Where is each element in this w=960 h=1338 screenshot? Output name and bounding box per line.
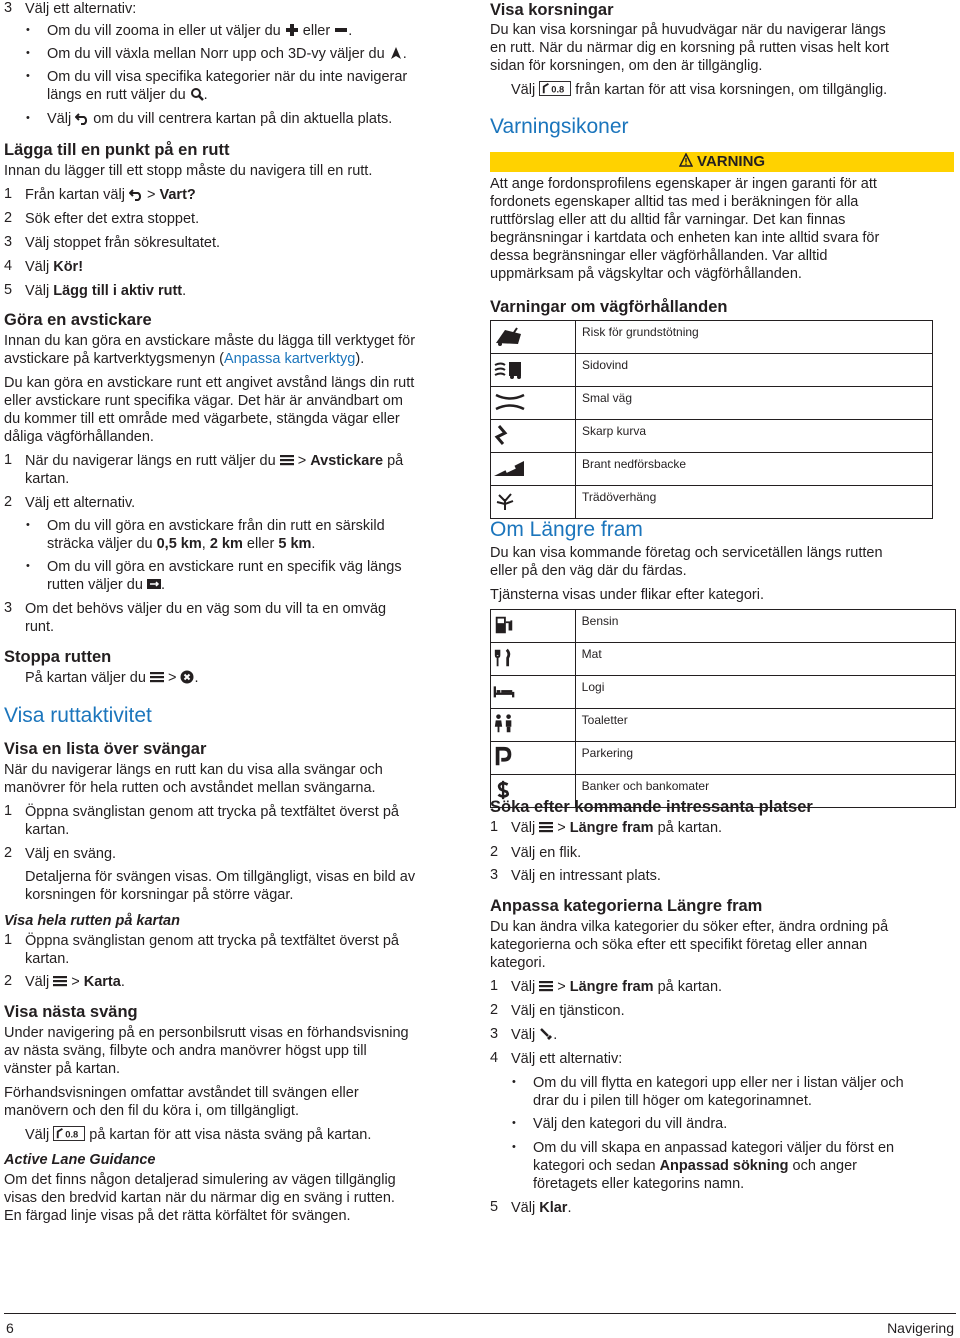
step-number: 1 (4, 186, 13, 202)
step-number: 3 (4, 0, 13, 16)
menu-icon (150, 670, 164, 684)
paragraph: vänster på kartan. (4, 1061, 121, 1077)
category-label: Parkering (575, 742, 955, 775)
paragraph: Välj 0.8 på kartan för att visa nästa sväng på kartan. (25, 1127, 372, 1143)
step-text: Välj en sväng. (25, 846, 117, 862)
bullet-text: kategori och sedan Anpassad sökning och anger (533, 1158, 858, 1174)
detour-road-icon (147, 577, 161, 591)
customize-map-tools-link[interactable]: Anpassa kartverktyg (224, 351, 356, 367)
table-row (491, 643, 956, 676)
table-row (491, 742, 956, 775)
step-number: 3 (490, 1026, 499, 1042)
bullet: • (26, 112, 30, 124)
step-number: 5 (4, 282, 13, 298)
heading-up-ahead: Om Längre fram (490, 518, 643, 541)
table-row (491, 354, 933, 387)
paragraph: avstickare på kartverktygsmenyn (Anpassa kartverktyg). (4, 351, 365, 367)
stop-icon (180, 670, 194, 684)
condition-label: Trädöverhäng (576, 486, 933, 519)
condition-label: Risk för grundstötning (576, 321, 933, 354)
table-row (491, 610, 956, 643)
page-number: 6 (6, 1320, 14, 1336)
table-row (491, 420, 933, 453)
paragraph: Om det finns någon detaljerad simulering av vägen tillgänglig (4, 1172, 396, 1188)
step-text: Välj en tjänsticon. (511, 1003, 625, 1019)
step-text: Välj ett alternativ: (511, 1051, 623, 1067)
paragraph: visas den bredvid kartan när du närmar dig en sväng i rutten. (4, 1190, 395, 1206)
step-text: Välj en intressant plats. (511, 868, 661, 884)
restroom-icon (493, 713, 515, 735)
condition-label: Sidovind (576, 354, 933, 387)
next-turn-preview-icon (53, 1126, 85, 1141)
step-number: 4 (490, 1050, 499, 1066)
paragraph: Under navigering på en personbilsrutt visas en förhandsvisning (4, 1025, 409, 1041)
paragraph: ruttförslag eller att du alltid får varningar. Det kan finnas (490, 212, 846, 228)
step-number: 2 (490, 844, 499, 860)
paragraph: På kartan väljer du > . (25, 670, 199, 686)
table-row (491, 709, 956, 742)
footer-section: Navigering (887, 1320, 954, 1336)
step-text: Välj stoppet från sökresultatet. (25, 235, 221, 251)
step-text: kartan. (25, 471, 70, 487)
truck-rollover-icon (493, 326, 527, 346)
condition-label: Smal väg (576, 387, 933, 420)
step-text: kartan. (25, 951, 70, 967)
bullet-text: drar du i pilen till höger om kategorinamnet. (533, 1093, 812, 1109)
menu-icon (280, 453, 294, 467)
category-label: Logi (575, 676, 955, 709)
step-text: Från kartan välj > Vart? (25, 187, 196, 203)
paragraph: kategori. (490, 955, 546, 971)
heading-turn-list: Visa en lista över svängar (4, 740, 207, 758)
warning-banner: VARNING (490, 152, 954, 172)
heading-add-point: Lägga till en punkt på en rutt (4, 141, 230, 159)
bullet: • (26, 560, 30, 572)
step-text: Välj ett alternativ: (25, 1, 137, 17)
step-text: runt. (25, 619, 55, 635)
bed-icon (493, 680, 515, 702)
crosswind-icon (493, 359, 527, 379)
bullet-text: Om du vill göra en avstickare runt en specifik väg längs (47, 559, 402, 575)
step-text: Öppna svänglistan genom att trycka på textfältet överst på (25, 804, 399, 820)
paragraph: sidan för korsningen, om den är tillgänglig. (490, 58, 763, 74)
step-number: 1 (490, 978, 499, 994)
road-condition-table (490, 320, 933, 519)
paragraph: begränsningar i kartdata och enheten kan inte alltid svara för (490, 230, 880, 246)
step-text: korsningen för korsningar på större vägar. (25, 887, 294, 903)
heading-stop-route: Stoppa rutten (4, 648, 112, 666)
category-label: Banker och bankomater (575, 775, 955, 808)
heading-search-upcoming: Söka efter kommande intressanta platser (490, 798, 813, 816)
bullet-text: längs en rutt väljer du . (47, 87, 208, 103)
category-label: Toaletter (575, 709, 955, 742)
bullet: • (26, 47, 30, 59)
step-text: Välj Lägg till i aktiv rutt. (25, 283, 187, 299)
sharp-curve-icon (493, 425, 527, 445)
bullet-text: Välj om du vill centrera kartan på din aktuella plats. (47, 111, 393, 127)
bullet-text: Om du vill skapa en anpassad kategori väljer du först en (533, 1140, 895, 1156)
bullet-text: sträcka väljer du 0,5 km, 2 km eller 5 km. (47, 536, 316, 552)
bullet: • (512, 1141, 516, 1153)
step-number: 1 (4, 803, 13, 819)
paragraph: När du navigerar längs en rutt kan du visa alla svängar och (4, 762, 383, 778)
paragraph: Du kan ändra vilka kategorier du söker efter, ändra ordning på (490, 919, 889, 935)
narrow-road-icon (493, 392, 527, 412)
paragraph: eller på den väg där du färdas. (490, 563, 687, 579)
bullet-text: Om du vill zooma in eller ut väljer du eller . (47, 23, 353, 39)
table-row (491, 453, 933, 486)
heading-whole-route: Visa hela rutten på kartan (4, 913, 180, 929)
step-text: Välj > Karta. (25, 974, 125, 990)
paragraph: Välj 0.8 från kartan för att visa korsningen, om tillgänglig. (511, 82, 888, 98)
paragraph: Du kan göra en avstickare runt ett angivet avstånd längs din rutt (4, 375, 415, 391)
bullet: • (512, 1076, 516, 1088)
navigation-arrow-icon (389, 46, 403, 60)
step-text: Välj > Längre fram på kartan. (511, 820, 723, 836)
paragraph: fordonets egenskaper alltid tas med i beräkningen för alla (490, 194, 859, 210)
paragraph: Du kan visa korsningar på huvudvägar när du navigerar längs (490, 22, 886, 38)
wrench-icon (539, 1027, 553, 1041)
step-text: Välj . (511, 1027, 558, 1043)
paragraph: manövrer för hela rutten och avståndet mellan svängarna. (4, 780, 376, 796)
menu-icon (539, 979, 553, 993)
paragraph: Att ange fordonsprofilens egenskaper är ingen garanti för att (490, 176, 877, 192)
bullet-text: Om du vill växla mellan Norr upp och 3D-vy väljer du . (47, 46, 407, 62)
category-label: Bensin (575, 610, 955, 643)
step-number: 2 (4, 494, 13, 510)
parking-icon (493, 746, 515, 768)
heading-customize-categories: Anpassa kategorierna Längre fram (490, 897, 763, 915)
step-number: 3 (490, 867, 499, 883)
search-icon (190, 87, 204, 101)
bullet: • (26, 70, 30, 82)
svg-text:0.8: 0.8 (551, 84, 565, 95)
step-number: 1 (4, 452, 13, 468)
paragraph: eller avstickare runt specifika vägar. Det här är användbart om (4, 393, 403, 409)
warning-triangle-icon (679, 153, 693, 167)
table-row (491, 676, 956, 709)
category-label: Mat (575, 643, 955, 676)
heading-road-conditions: Varningar om vägförhållanden (490, 298, 728, 316)
step-text: Sök efter det extra stoppet. (25, 211, 200, 227)
heading-warning-icons: Varningsikoner (490, 115, 629, 138)
condition-label: Brant nedförsbacke (576, 453, 933, 486)
paragraph: Tjänsterna visas under flikar efter kategori. (490, 587, 765, 603)
bullet-text: rutten väljer du . (47, 577, 165, 593)
step-text: Om det behövs väljer du en väg som du vill ta en omväg (25, 601, 387, 617)
back-arrow-icon (129, 187, 143, 201)
step-number: 2 (4, 973, 13, 989)
category-table (490, 609, 956, 808)
bullet: • (512, 1117, 516, 1129)
table-row (491, 387, 933, 420)
step-number: 3 (4, 234, 13, 250)
bullet-text: Om du vill göra en avstickare från din rutt en särskild (47, 518, 385, 534)
condition-label: Skarp kurva (576, 420, 933, 453)
tree-overhang-icon (493, 491, 527, 511)
step-text: Välj Kör! (25, 259, 84, 275)
step-text: Öppna svänglistan genom att trycka på textfältet överst på (25, 933, 399, 949)
paragraph: Du kan visa kommande företag och servicetällen längs rutten (490, 545, 883, 561)
heading-junctions: Visa korsningar (490, 1, 614, 19)
zoom-out-icon (334, 23, 348, 37)
paragraph: manövern och den fil du köra i, om tillgängligt. (4, 1103, 299, 1119)
paragraph: kategorierna och söka efter ett specifikt företag eller annan (490, 937, 868, 953)
bullet: • (26, 24, 30, 36)
step-number: 5 (490, 1199, 499, 1215)
bullet-text: Välj den kategori du vill ändra. (533, 1116, 728, 1132)
svg-text:0.8: 0.8 (65, 1129, 79, 1140)
step-number: 4 (4, 258, 13, 274)
footer-divider (4, 1313, 956, 1314)
step-text: Välj en flik. (511, 845, 582, 861)
paragraph: En färgad linje visas på det rätta körfältet för svängen. (4, 1208, 351, 1224)
junction-preview-icon (539, 81, 571, 96)
steep-downhill-icon (493, 458, 527, 478)
step-number: 2 (4, 845, 13, 861)
paragraph: dessa begränsningar eller vägförhållanden. Var alltid (490, 248, 828, 264)
step-number: 2 (4, 210, 13, 226)
paragraph: uppmärksam på vägskyltar och vägförhållanden. (490, 266, 802, 282)
fuel-pump-icon (493, 614, 515, 636)
step-number: 3 (4, 600, 13, 616)
step-number: 1 (4, 932, 13, 948)
step-text: Välj > Längre fram på kartan. (511, 979, 723, 995)
step-number: 2 (490, 1002, 499, 1018)
step-text: Välj Klar. (511, 1200, 572, 1216)
step-text: Välj ett alternativ. (25, 495, 136, 511)
step-text: När du navigerar längs en rutt väljer du > Avstickare på (25, 453, 404, 469)
bullet-text: Om du vill visa specifika kategorier när du inte navigerar (47, 69, 408, 85)
step-text: Detaljerna för svängen visas. Om tillgängligt, visas en bild av (25, 869, 416, 885)
bullet-text: företagets eller kategorins namn. (533, 1176, 745, 1192)
paragraph: Innan du kan göra en avstickare måste du lägga till verktyget för (4, 333, 416, 349)
heading-active-lane-guidance: Active Lane Guidance (4, 1152, 156, 1168)
back-arrow-icon (75, 111, 89, 125)
table-row (491, 486, 933, 519)
paragraph: dåliga vägförhållanden. (4, 429, 154, 445)
paragraph: Innan du lägger till ett stopp måste du navigera till en rutt. (4, 163, 373, 179)
step-text: kartan. (25, 822, 70, 838)
heading-detour: Göra en avstickare (4, 311, 152, 329)
bullet-text: Om du vill flytta en kategori upp eller ner i listan väljer och (533, 1075, 904, 1091)
menu-icon (539, 820, 553, 834)
menu-icon (53, 974, 67, 988)
bullet: • (26, 519, 30, 531)
paragraph: en rutt. När du närmar dig en korsning på rutten visas helt kort (490, 40, 889, 56)
paragraph: du kommer till ett område med vägarbete, stängda vägar eller (4, 411, 400, 427)
zoom-in-icon (285, 23, 299, 37)
paragraph: Förhandsvisningen omfattar avståndet till svängen eller (4, 1085, 359, 1101)
heading-next-turn: Visa nästa sväng (4, 1003, 138, 1021)
fork-knife-icon (493, 647, 515, 669)
step-number: 1 (490, 819, 499, 835)
table-row (491, 321, 933, 354)
paragraph: av nästa sväng, filbyte och andra manövrer högst upp till (4, 1043, 367, 1059)
heading-view-route-activity: Visa ruttaktivitet (4, 704, 152, 727)
